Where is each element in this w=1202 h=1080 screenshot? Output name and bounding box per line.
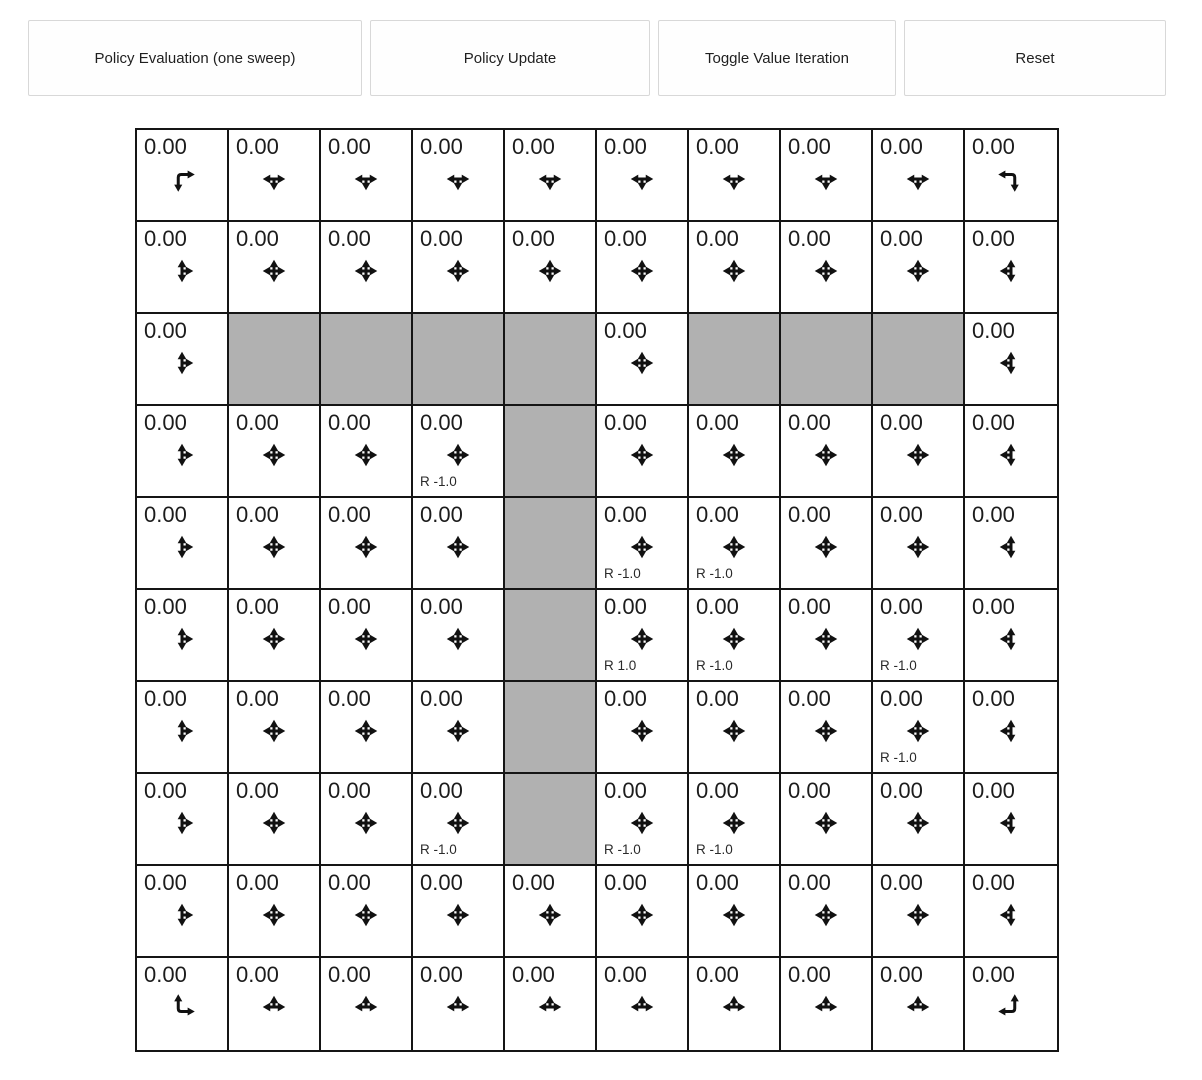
cell-value: 0.00 — [880, 594, 923, 619]
grid-cell-1-9 — [965, 222, 1057, 314]
policy-arrow-icon — [996, 716, 1026, 746]
cell-value: 0.00 — [788, 778, 831, 803]
cell-value: 0.00 — [144, 134, 187, 159]
grid-cell-5-8 — [873, 590, 965, 682]
grid-cell-2-9 — [965, 314, 1057, 406]
grid-cell-8-8 — [873, 866, 965, 958]
cell-value: 0.00 — [236, 410, 279, 435]
cell-value: 0.00 — [972, 686, 1015, 711]
grid-cell-9-7 — [781, 958, 873, 1050]
grid-cell-6-6 — [689, 682, 781, 774]
cell-value: 0.00 — [880, 226, 923, 251]
wall-cell-2-4 — [505, 314, 597, 406]
grid-cell-1-3 — [413, 222, 505, 314]
policy-arrow-icon — [627, 992, 657, 1022]
grid-cell-1-6 — [689, 222, 781, 314]
policy-arrow-icon — [627, 440, 657, 470]
cell-value: 0.00 — [788, 962, 831, 987]
policy-arrow-icon — [811, 900, 841, 930]
cell-value: 0.00 — [696, 502, 739, 527]
policy-arrow-icon — [719, 992, 749, 1022]
grid-cell-0-0 — [137, 130, 229, 222]
cell-value: 0.00 — [512, 134, 555, 159]
grid-cell-8-7 — [781, 866, 873, 958]
cell-value: 0.00 — [880, 410, 923, 435]
grid-cell-6-1 — [229, 682, 321, 774]
policy-arrow-icon — [903, 440, 933, 470]
grid-cell-8-4 — [505, 866, 597, 958]
cell-value: 0.00 — [420, 686, 463, 711]
grid-cell-5-9 — [965, 590, 1057, 682]
reward-label: R -1.0 — [880, 750, 917, 765]
policy-arrow-icon — [351, 808, 381, 838]
grid-cell-9-4 — [505, 958, 597, 1050]
cell-value: 0.00 — [236, 686, 279, 711]
grid-cell-2-5 — [597, 314, 689, 406]
policy-arrow-icon — [351, 992, 381, 1022]
cell-value: 0.00 — [144, 502, 187, 527]
wall-cell-2-6 — [689, 314, 781, 406]
cell-value: 0.00 — [144, 410, 187, 435]
grid-cell-0-7 — [781, 130, 873, 222]
grid-cell-3-7 — [781, 406, 873, 498]
cell-value: 0.00 — [512, 962, 555, 987]
cell-value: 0.00 — [972, 502, 1015, 527]
cell-value: 0.00 — [512, 226, 555, 251]
policy-arrow-icon — [811, 992, 841, 1022]
policy-arrow-icon — [443, 164, 473, 194]
grid-cell-5-6 — [689, 590, 781, 682]
grid-cell-3-1 — [229, 406, 321, 498]
policy-arrow-icon — [903, 164, 933, 194]
reward-label: R -1.0 — [604, 842, 641, 857]
grid-cell-5-3 — [413, 590, 505, 682]
cell-value: 0.00 — [788, 134, 831, 159]
cell-value: 0.00 — [880, 686, 923, 711]
policy-arrow-icon — [259, 532, 289, 562]
cell-value: 0.00 — [788, 226, 831, 251]
cell-value: 0.00 — [328, 226, 371, 251]
grid-cell-1-5 — [597, 222, 689, 314]
policy-arrow-icon — [996, 256, 1026, 286]
policy-arrow-icon — [443, 808, 473, 838]
cell-value: 0.00 — [420, 778, 463, 803]
reward-label: R -1.0 — [696, 658, 733, 673]
grid-cell-7-8 — [873, 774, 965, 866]
grid-cell-1-2 — [321, 222, 413, 314]
policy-arrow-icon — [719, 256, 749, 286]
policy-arrow-icon — [627, 164, 657, 194]
cell-value: 0.00 — [604, 594, 647, 619]
policy-arrow-icon — [996, 900, 1026, 930]
cell-value: 0.00 — [144, 686, 187, 711]
cell-value: 0.00 — [604, 318, 647, 343]
cell-value: 0.00 — [696, 410, 739, 435]
policy-evaluation-button[interactable]: Policy Evaluation (one sweep) — [28, 20, 362, 96]
grid-cell-0-2 — [321, 130, 413, 222]
policy-arrow-icon — [167, 532, 197, 562]
wall-cell-2-3 — [413, 314, 505, 406]
cell-value: 0.00 — [144, 870, 187, 895]
cell-value: 0.00 — [972, 134, 1015, 159]
cell-value: 0.00 — [972, 778, 1015, 803]
cell-value: 0.00 — [880, 870, 923, 895]
grid-cell-3-2 — [321, 406, 413, 498]
policy-arrow-icon — [167, 900, 197, 930]
policy-arrow-icon — [719, 532, 749, 562]
cell-value: 0.00 — [696, 870, 739, 895]
grid-cell-0-1 — [229, 130, 321, 222]
policy-arrow-icon — [167, 808, 197, 838]
policy-arrow-icon — [351, 532, 381, 562]
policy-arrow-icon — [351, 440, 381, 470]
cell-value: 0.00 — [972, 870, 1015, 895]
reward-label: R -1.0 — [604, 566, 641, 581]
grid-cell-7-9 — [965, 774, 1057, 866]
cell-value: 0.00 — [328, 594, 371, 619]
grid-cell-1-0 — [137, 222, 229, 314]
grid-cell-6-0 — [137, 682, 229, 774]
grid-cell-8-0 — [137, 866, 229, 958]
grid-cell-9-3 — [413, 958, 505, 1050]
policy-arrow-icon — [811, 256, 841, 286]
grid-cell-5-1 — [229, 590, 321, 682]
cell-value: 0.00 — [972, 226, 1015, 251]
policy-arrow-icon — [167, 164, 197, 194]
grid-cell-9-0 — [137, 958, 229, 1050]
grid-cell-6-3 — [413, 682, 505, 774]
cell-value: 0.00 — [328, 502, 371, 527]
grid-cell-5-7 — [781, 590, 873, 682]
cell-value: 0.00 — [696, 594, 739, 619]
wall-cell-7-4 — [505, 774, 597, 866]
grid-cell-8-5 — [597, 866, 689, 958]
cell-value: 0.00 — [972, 318, 1015, 343]
policy-arrow-icon — [535, 992, 565, 1022]
policy-arrow-icon — [627, 348, 657, 378]
cell-value: 0.00 — [420, 870, 463, 895]
policy-arrow-icon — [167, 348, 197, 378]
grid-cell-8-3 — [413, 866, 505, 958]
policy-arrow-icon — [443, 716, 473, 746]
grid-cell-4-3 — [413, 498, 505, 590]
grid-cell-5-5 — [597, 590, 689, 682]
grid-cell-3-8 — [873, 406, 965, 498]
grid-cell-6-5 — [597, 682, 689, 774]
policy-arrow-icon — [719, 164, 749, 194]
cell-value: 0.00 — [236, 226, 279, 251]
grid-cell-7-1 — [229, 774, 321, 866]
reward-label: R 1.0 — [604, 658, 637, 673]
policy-arrow-icon — [996, 992, 1026, 1022]
cell-value: 0.00 — [604, 226, 647, 251]
cell-value: 0.00 — [788, 502, 831, 527]
toggle-value-iteration-button[interactable]: Toggle Value Iteration — [658, 20, 896, 96]
cell-value: 0.00 — [696, 134, 739, 159]
cell-value: 0.00 — [972, 962, 1015, 987]
cell-value: 0.00 — [236, 778, 279, 803]
cell-value: 0.00 — [972, 594, 1015, 619]
grid-cell-8-2 — [321, 866, 413, 958]
policy-arrow-icon — [627, 808, 657, 838]
grid-cell-7-3 — [413, 774, 505, 866]
grid-cell-5-2 — [321, 590, 413, 682]
policy-arrow-icon — [903, 532, 933, 562]
policy-arrow-icon — [443, 440, 473, 470]
cell-value: 0.00 — [972, 410, 1015, 435]
cell-value: 0.00 — [328, 134, 371, 159]
grid-cell-4-8 — [873, 498, 965, 590]
cell-value: 0.00 — [144, 226, 187, 251]
cell-value: 0.00 — [420, 594, 463, 619]
policy-arrow-icon — [811, 440, 841, 470]
grid-cell-6-9 — [965, 682, 1057, 774]
grid-cell-3-5 — [597, 406, 689, 498]
policy-arrow-icon — [811, 624, 841, 654]
policy-arrow-icon — [351, 164, 381, 194]
policy-arrow-icon — [167, 624, 197, 654]
policy-arrow-icon — [719, 624, 749, 654]
policy-arrow-icon — [443, 532, 473, 562]
cell-value: 0.00 — [512, 870, 555, 895]
grid-cell-4-5 — [597, 498, 689, 590]
reward-label: R -1.0 — [420, 474, 457, 489]
grid-cell-9-1 — [229, 958, 321, 1050]
cell-value: 0.00 — [788, 410, 831, 435]
policy-arrow-icon — [996, 440, 1026, 470]
cell-value: 0.00 — [696, 226, 739, 251]
cell-value: 0.00 — [696, 778, 739, 803]
grid-cell-1-4 — [505, 222, 597, 314]
grid-cell-9-2 — [321, 958, 413, 1050]
cell-value: 0.00 — [880, 134, 923, 159]
grid-cell-0-3 — [413, 130, 505, 222]
cell-value: 0.00 — [604, 686, 647, 711]
cell-value: 0.00 — [144, 594, 187, 619]
grid-cell-4-1 — [229, 498, 321, 590]
cell-value: 0.00 — [420, 134, 463, 159]
grid-cell-4-7 — [781, 498, 873, 590]
policy-arrow-icon — [259, 900, 289, 930]
grid-cell-1-8 — [873, 222, 965, 314]
policy-arrow-icon — [903, 900, 933, 930]
policy-arrow-icon — [443, 256, 473, 286]
grid-cell-3-0 — [137, 406, 229, 498]
policy-arrow-icon — [259, 164, 289, 194]
cell-value: 0.00 — [328, 778, 371, 803]
policy-arrow-icon — [811, 164, 841, 194]
policy-arrow-icon — [167, 992, 197, 1022]
grid-cell-0-8 — [873, 130, 965, 222]
policy-arrow-icon — [903, 256, 933, 286]
reward-label: R -1.0 — [696, 842, 733, 857]
policy-arrow-icon — [627, 532, 657, 562]
grid-cell-0-4 — [505, 130, 597, 222]
policy-arrow-icon — [535, 900, 565, 930]
grid-cell-2-0 — [137, 314, 229, 406]
policy-arrow-icon — [535, 256, 565, 286]
cell-value: 0.00 — [236, 962, 279, 987]
policy-arrow-icon — [259, 624, 289, 654]
policy-arrow-icon — [259, 440, 289, 470]
cell-value: 0.00 — [788, 686, 831, 711]
grid-cell-0-6 — [689, 130, 781, 222]
reward-label: R -1.0 — [696, 566, 733, 581]
policy-arrow-icon — [903, 716, 933, 746]
grid-cell-6-7 — [781, 682, 873, 774]
policy-arrow-icon — [811, 716, 841, 746]
cell-value: 0.00 — [144, 778, 187, 803]
cell-value: 0.00 — [236, 870, 279, 895]
policy-arrow-icon — [351, 900, 381, 930]
policy-arrow-icon — [259, 716, 289, 746]
cell-value: 0.00 — [788, 594, 831, 619]
policy-arrow-icon — [351, 716, 381, 746]
grid-cell-7-6 — [689, 774, 781, 866]
cell-value: 0.00 — [604, 410, 647, 435]
cell-value: 0.00 — [236, 134, 279, 159]
policy-arrow-icon — [811, 808, 841, 838]
wall-cell-2-8 — [873, 314, 965, 406]
policy-arrow-icon — [259, 256, 289, 286]
policy-arrow-icon — [996, 532, 1026, 562]
policy-arrow-icon — [443, 992, 473, 1022]
policy-arrow-icon — [167, 440, 197, 470]
cell-value: 0.00 — [604, 778, 647, 803]
cell-value: 0.00 — [604, 870, 647, 895]
cell-value: 0.00 — [144, 318, 187, 343]
cell-value: 0.00 — [604, 962, 647, 987]
wall-cell-2-1 — [229, 314, 321, 406]
cell-value: 0.00 — [420, 226, 463, 251]
cell-value: 0.00 — [420, 502, 463, 527]
grid-cell-8-9 — [965, 866, 1057, 958]
wall-cell-3-4 — [505, 406, 597, 498]
grid-cell-1-1 — [229, 222, 321, 314]
policy-arrow-icon — [627, 256, 657, 286]
policy-arrow-icon — [719, 440, 749, 470]
grid-cell-9-6 — [689, 958, 781, 1050]
policy-arrow-icon — [996, 164, 1026, 194]
policy-arrow-icon — [903, 624, 933, 654]
policy-arrow-icon — [996, 808, 1026, 838]
wall-cell-5-4 — [505, 590, 597, 682]
grid-cell-5-0 — [137, 590, 229, 682]
wall-cell-2-7 — [781, 314, 873, 406]
grid-cell-9-5 — [597, 958, 689, 1050]
policy-arrow-icon — [259, 808, 289, 838]
cell-value: 0.00 — [420, 962, 463, 987]
grid-cell-0-9 — [965, 130, 1057, 222]
grid-cell-7-0 — [137, 774, 229, 866]
grid-cell-0-5 — [597, 130, 689, 222]
policy-arrow-icon — [903, 808, 933, 838]
wall-cell-6-4 — [505, 682, 597, 774]
policy-arrow-icon — [443, 900, 473, 930]
policy-arrow-icon — [351, 256, 381, 286]
toolbar — [28, 20, 1166, 96]
wall-cell-4-4 — [505, 498, 597, 590]
cell-value: 0.00 — [328, 410, 371, 435]
cell-value: 0.00 — [420, 410, 463, 435]
wall-cell-2-2 — [321, 314, 413, 406]
policy-arrow-icon — [627, 624, 657, 654]
cell-value: 0.00 — [880, 962, 923, 987]
grid-cell-3-3 — [413, 406, 505, 498]
cell-value: 0.00 — [236, 502, 279, 527]
policy-arrow-icon — [627, 716, 657, 746]
policy-arrow-icon — [259, 992, 289, 1022]
policy-arrow-icon — [535, 164, 565, 194]
grid-cell-9-9 — [965, 958, 1057, 1050]
cell-value: 0.00 — [604, 134, 647, 159]
grid-cell-8-1 — [229, 866, 321, 958]
cell-value: 0.00 — [328, 686, 371, 711]
cell-value: 0.00 — [880, 502, 923, 527]
cell-value: 0.00 — [788, 870, 831, 895]
cell-value: 0.00 — [236, 594, 279, 619]
policy-arrow-icon — [351, 624, 381, 654]
policy-arrow-icon — [167, 716, 197, 746]
grid-cell-9-8 — [873, 958, 965, 1050]
cell-value: 0.00 — [328, 870, 371, 895]
cell-value: 0.00 — [328, 962, 371, 987]
cell-value: 0.00 — [696, 962, 739, 987]
policy-arrow-icon — [167, 256, 197, 286]
reset-button[interactable]: Reset — [904, 20, 1166, 96]
grid-cell-4-6 — [689, 498, 781, 590]
grid-cell-4-2 — [321, 498, 413, 590]
grid-cell-7-7 — [781, 774, 873, 866]
reward-label: R -1.0 — [420, 842, 457, 857]
grid-cell-7-2 — [321, 774, 413, 866]
grid-cell-6-2 — [321, 682, 413, 774]
policy-arrow-icon — [811, 532, 841, 562]
grid-cell-3-6 — [689, 406, 781, 498]
cell-value: 0.00 — [880, 778, 923, 803]
policy-arrow-icon — [719, 900, 749, 930]
policy-arrow-icon — [627, 900, 657, 930]
policy-arrow-icon — [903, 992, 933, 1022]
grid-cell-6-8 — [873, 682, 965, 774]
grid-cell-3-9 — [965, 406, 1057, 498]
cell-value: 0.00 — [604, 502, 647, 527]
cell-value: 0.00 — [696, 686, 739, 711]
reward-label: R -1.0 — [880, 658, 917, 673]
policy-arrow-icon — [996, 348, 1026, 378]
grid-cell-4-9 — [965, 498, 1057, 590]
grid-cell-1-7 — [781, 222, 873, 314]
grid-cell-8-6 — [689, 866, 781, 958]
grid-cell-4-0 — [137, 498, 229, 590]
policy-arrow-icon — [996, 624, 1026, 654]
policy-arrow-icon — [719, 716, 749, 746]
cell-value: 0.00 — [144, 962, 187, 987]
grid-cell-7-5 — [597, 774, 689, 866]
policy-arrow-icon — [719, 808, 749, 838]
policy-update-button[interactable]: Policy Update — [370, 20, 650, 96]
policy-arrow-icon — [443, 624, 473, 654]
gridworld — [135, 128, 1059, 1052]
